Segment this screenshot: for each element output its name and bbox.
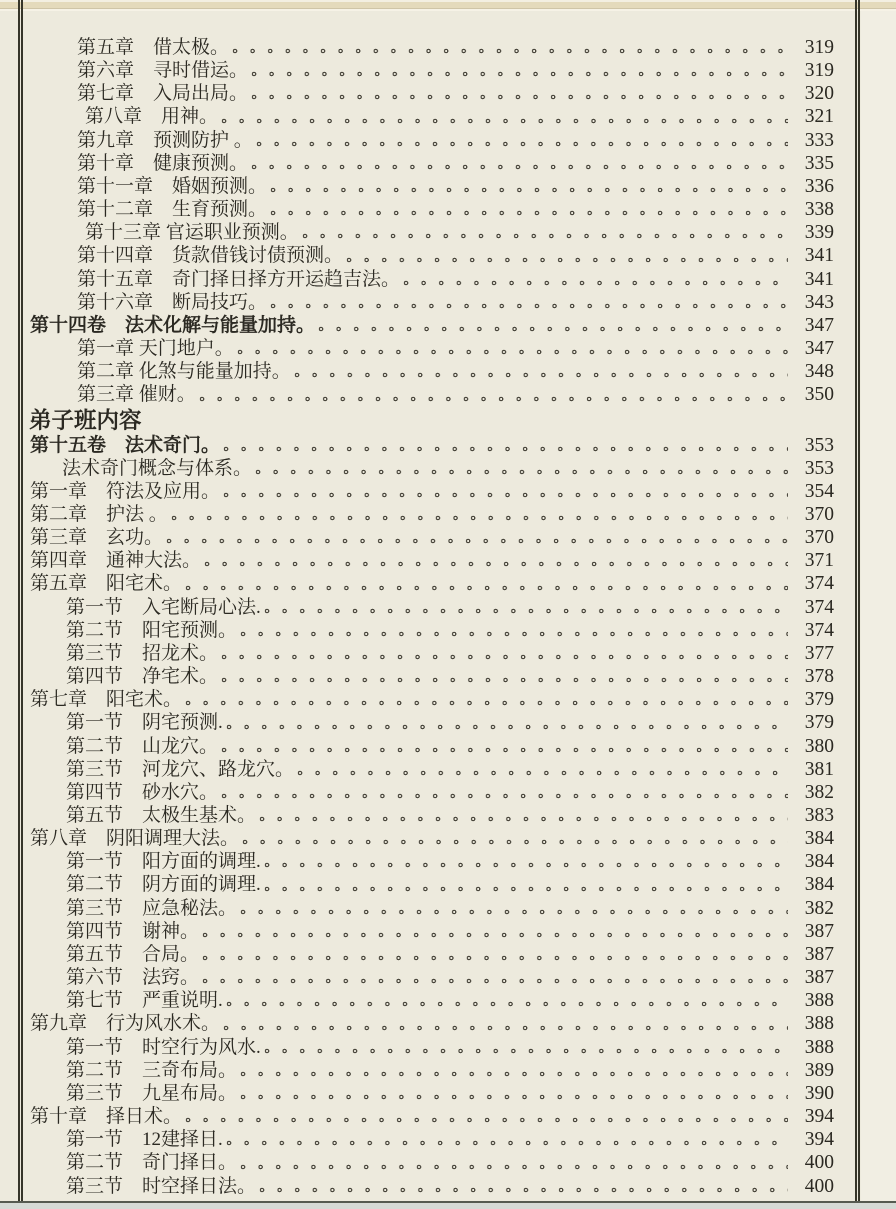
toc-entry-page-number: 374 [804,573,834,595]
toc-entry-page-number: 387 [804,943,834,965]
toc-entry-title[interactable]: 第十一章 婚姻预测。 [77,175,268,197]
toc-entry[interactable] [0,198,896,221]
toc-entry-title[interactable]: 第二节 山龙穴。 [66,735,219,757]
toc-entry-page-number: 382 [804,897,834,919]
toc-entry-page-number: 400 [804,1152,834,1174]
toc-entry-title[interactable]: 第四节 砂水穴。 [66,781,219,803]
toc-entry-page-number: 370 [804,503,834,525]
toc-entry-title[interactable]: 第十三章 官运职业预测。 [85,222,299,244]
toc-entry-page-number: 348 [804,361,834,383]
toc-entry[interactable] [0,943,896,966]
toc-entry-title[interactable]: 第十章 择日术。 [30,1106,183,1128]
dot-leader [221,117,788,125]
toc-entry[interactable] [0,735,896,758]
toc-entry-page-number: 321 [804,106,834,128]
toc-entry-page-number: 338 [804,199,834,221]
toc-entry-page-number: 374 [804,596,834,618]
toc-entry-page-number: 354 [804,480,834,502]
dot-leader [318,325,788,333]
toc-entry[interactable] [0,105,896,128]
toc-entry[interactable] [0,989,896,1012]
toc-entry[interactable] [0,457,896,480]
dot-leader [223,445,788,453]
toc-entry[interactable] [0,619,896,642]
dot-leader [240,1070,788,1078]
toc-entry[interactable] [0,36,896,59]
toc-entry-title[interactable]: 第十四章 货款借钱讨债预测。 [77,245,344,267]
toc-entry[interactable] [0,152,896,175]
toc-entry-page-number: 350 [804,384,834,406]
toc-entry-title[interactable]: 第七章 入局出局。 [77,83,249,105]
dot-leader [185,584,788,592]
toc-entry[interactable] [0,897,896,920]
toc-entry-title[interactable]: 第三节 河龙穴、路龙穴。 [66,758,295,780]
dot-leader [221,676,788,684]
toc-entry[interactable] [0,873,896,896]
toc-entry-page-number: 347 [804,338,834,360]
toc-entry[interactable] [0,1105,896,1128]
toc-entry-title[interactable]: 第五节 太极生基术。 [66,805,257,826]
toc-entry[interactable] [0,360,896,383]
toc-entry[interactable] [0,1012,896,1035]
toc-entry-title[interactable]: 第四节 净宅术。 [66,666,219,688]
toc-entry[interactable] [0,1128,896,1151]
toc-entry-page-number: 353 [804,434,834,456]
toc-entry[interactable] [0,572,896,595]
toc-entry-title[interactable]: 第二节 奇门择日。 [66,1152,238,1174]
toc-entry-page-number: 320 [804,83,834,105]
toc-entry[interactable] [0,596,896,619]
dot-leader [302,232,788,240]
toc-entry[interactable] [0,758,896,781]
dot-leader [259,815,788,823]
toc-entry-title[interactable]: 第六章 寻时借运。 [77,60,249,82]
toc-entry-page-number: 339 [804,222,834,244]
dot-leader [270,186,788,194]
toc-entry-title[interactable]: 第五章 借太极。 [77,37,230,58]
toc-entry-title[interactable]: 第十章 健康预测。 [77,152,249,174]
dot-leader [226,1000,788,1008]
toc-entry-title[interactable]: 第二章 化煞与能量加持。 [77,361,291,383]
left-page-rule [18,0,23,1202]
toc-entry-title[interactable]: 第二节 阴方面的调理. [66,874,261,896]
top-border-band [0,0,896,11]
toc-entry[interactable] [0,549,896,572]
toc-entry-title[interactable]: 第十四卷 法术化解与能量加持。 [30,314,316,336]
toc-entry-page-number: 382 [804,781,834,803]
toc-entry-page-number: 390 [804,1082,834,1104]
toc-entry-page-number: 336 [804,175,834,197]
dot-leader [242,838,788,846]
toc-entry[interactable] [0,688,896,711]
toc-entry[interactable] [0,781,896,804]
toc-entry[interactable] [0,244,896,267]
toc-entry[interactable] [0,383,896,406]
dot-leader [256,140,788,148]
toc-entry[interactable] [0,268,896,291]
dot-leader [199,395,788,403]
toc-entry-page-number: 379 [804,712,834,734]
toc-entry-page-number: 319 [804,37,834,58]
toc-entry-page-number: 388 [804,990,834,1012]
toc-entry-title[interactable]: 第一章 符法及应用。 [30,480,221,502]
dot-leader [221,792,788,800]
toc-entry-title[interactable]: 第九章 预测防护 。 [77,129,253,151]
toc-entry-page-number: 378 [804,666,834,688]
dot-leader [264,885,788,893]
toc-entry-page-number: 353 [804,457,834,479]
dot-leader [166,537,788,545]
right-page-rule [855,0,860,1202]
toc-entry[interactable] [0,129,896,152]
toc-entry[interactable] [0,920,896,943]
toc-entry-title[interactable]: 第一节 12建择日. [66,1129,223,1151]
toc-entry-page-number: 333 [804,129,834,151]
toc-entry-title[interactable]: 第十五卷 法术奇门。 [30,434,221,456]
dot-leader [264,607,788,615]
dot-leader [264,861,788,869]
dot-leader [240,1163,788,1171]
toc-entry[interactable] [0,850,896,873]
toc-entry[interactable] [0,1175,896,1198]
toc-entry-page-number: 381 [804,758,834,780]
dot-leader [240,630,788,638]
toc-entry[interactable] [0,526,896,549]
dot-leader [202,954,788,962]
toc-entry[interactable] [0,1151,896,1174]
toc-entry[interactable] [0,642,896,665]
dot-leader [221,653,788,661]
toc-entry-title[interactable]: 第一节 阳方面的调理. [66,851,261,873]
toc-entry-title[interactable]: 法术奇门概念与体系。 [62,457,253,479]
dot-leader [251,93,788,101]
toc-entry[interactable] [0,221,896,244]
toc-entry-title[interactable]: 第四章 通神大法。 [30,550,202,572]
toc-entry[interactable] [0,665,896,688]
toc-entry-page-number: 394 [804,1106,834,1128]
dot-leader [185,1116,788,1124]
toc-entry-page-number: 400 [804,1175,834,1197]
toc-entry[interactable] [0,804,896,827]
toc-entry-page-number: 384 [804,851,834,873]
toc-entry[interactable] [0,1082,896,1105]
toc-entry-title[interactable]: 第三章 催财。 [77,384,196,406]
toc-entry[interactable] [0,434,896,457]
toc-entry[interactable] [0,966,896,989]
toc-entry[interactable] [0,82,896,105]
bottom-border-band [0,1203,896,1209]
toc-entry-title[interactable]: 第一节 时空行为风水. [66,1036,261,1058]
toc-entry-title[interactable]: 第七章 阳宅术。 [30,689,183,711]
toc-entry-page-number: 384 [804,874,834,896]
toc-entry-page-number: 341 [804,245,834,267]
section-heading: 弟子班内容 [29,407,142,433]
toc-entry-title[interactable]: 第五节 合局。 [66,943,200,965]
toc-entry-title[interactable]: 第八章 阴阳调理大法。 [30,828,240,850]
toc-entry-title[interactable]: 第一节 阴宅预测. [66,712,223,734]
toc-entry[interactable] [0,711,896,734]
toc-entry-title[interactable]: 第一节 入宅断局心法. [66,596,261,618]
table-of-contents [0,36,896,1198]
dot-leader [294,371,788,379]
toc-entry-page-number: 388 [804,1036,834,1058]
dot-leader [240,1093,788,1101]
dot-leader [232,47,788,55]
toc-entry[interactable] [0,337,896,360]
toc-entry-title[interactable]: 第八章 用神。 [85,106,219,128]
dot-leader [223,1024,788,1032]
dot-leader [255,468,788,476]
toc-entry-title[interactable]: 第六节 法窍。 [66,967,200,989]
toc-entry[interactable] [0,1036,896,1059]
toc-entry-title[interactable]: 第五章 阳宅术。 [30,573,183,595]
dot-leader [297,769,788,777]
toc-entry[interactable] [0,175,896,198]
toc-entry-page-number: 383 [804,805,834,826]
dot-leader [221,746,788,754]
toc-entry-page-number: 370 [804,527,834,549]
toc-entry-title[interactable]: 第十五章 奇门择日择方开运趋吉法。 [77,268,401,290]
toc-entry-title[interactable]: 第三节 时空择日法。 [66,1175,257,1197]
dot-leader [237,348,788,356]
dot-leader [226,723,788,731]
toc-entry-page-number: 388 [804,1013,834,1035]
toc-entry-title[interactable]: 第二节 阳宅预测。 [66,619,238,641]
toc-entry-page-number: 319 [804,60,834,82]
dot-leader [403,279,788,287]
toc-entry-title[interactable]: 第三章 玄功。 [30,527,164,549]
dot-leader [251,163,788,171]
toc-entry-title[interactable]: 第三节 应急秘法。 [66,897,238,919]
dot-leader [251,70,788,78]
toc-entry[interactable] [0,503,896,526]
toc-entry-page-number: 335 [804,152,834,174]
dot-leader [204,560,788,568]
toc-entry[interactable] [0,1059,896,1082]
toc-entry-page-number: 387 [804,920,834,942]
toc-entry-title[interactable]: 第九章 行为风水术。 [30,1013,221,1035]
dot-leader [259,1186,788,1194]
dot-leader [264,1047,788,1055]
dot-leader [346,256,788,264]
toc-entry[interactable] [0,291,896,314]
toc-entry-page-number: 387 [804,967,834,989]
dot-leader [240,908,788,916]
toc-entry-page-number: 379 [804,689,834,711]
toc-entry-page-number: 347 [804,314,834,336]
toc-entry[interactable] [0,827,896,850]
toc-entry-title[interactable]: 第三节 九星布局。 [66,1082,238,1104]
dot-leader [270,209,788,217]
toc-entry-page-number: 377 [804,642,834,664]
dot-leader [202,977,788,985]
toc-entry-title[interactable]: 第十六章 断局技巧。 [77,291,268,313]
toc-entry-page-number: 384 [804,828,834,850]
dot-leader [270,302,788,310]
toc-entry-title[interactable]: 第三节 招龙术。 [66,642,219,664]
toc-entry-page-number: 380 [804,735,834,757]
toc-entry[interactable] [0,480,896,503]
toc-entry-page-number: 374 [804,619,834,641]
dot-leader [171,514,788,522]
toc-entry-page-number: 371 [804,550,834,572]
dot-leader [226,1139,788,1147]
dot-leader [185,699,788,707]
toc-entry-page-number: 389 [804,1059,834,1081]
toc-entry-title[interactable]: 第七节 严重说明. [66,990,223,1012]
toc-entry-title[interactable]: 第四节 谢神。 [66,920,200,942]
toc-entry-page-number: 341 [804,268,834,290]
section-heading-row [0,407,896,434]
toc-entry-page-number: 394 [804,1129,834,1151]
toc-entry-page-number: 343 [804,291,834,313]
toc-entry-title[interactable]: 第二章 护法 。 [30,503,168,525]
dot-leader [202,931,788,939]
toc-entry-title[interactable]: 第二节 三奇布局。 [66,1059,238,1081]
toc-entry-title[interactable]: 第十二章 生育预测。 [77,199,268,221]
toc-entry-title[interactable]: 第一章 天门地户。 [77,338,234,360]
toc-entry[interactable] [0,314,896,337]
toc-entry[interactable] [0,59,896,82]
dot-leader [223,491,788,499]
